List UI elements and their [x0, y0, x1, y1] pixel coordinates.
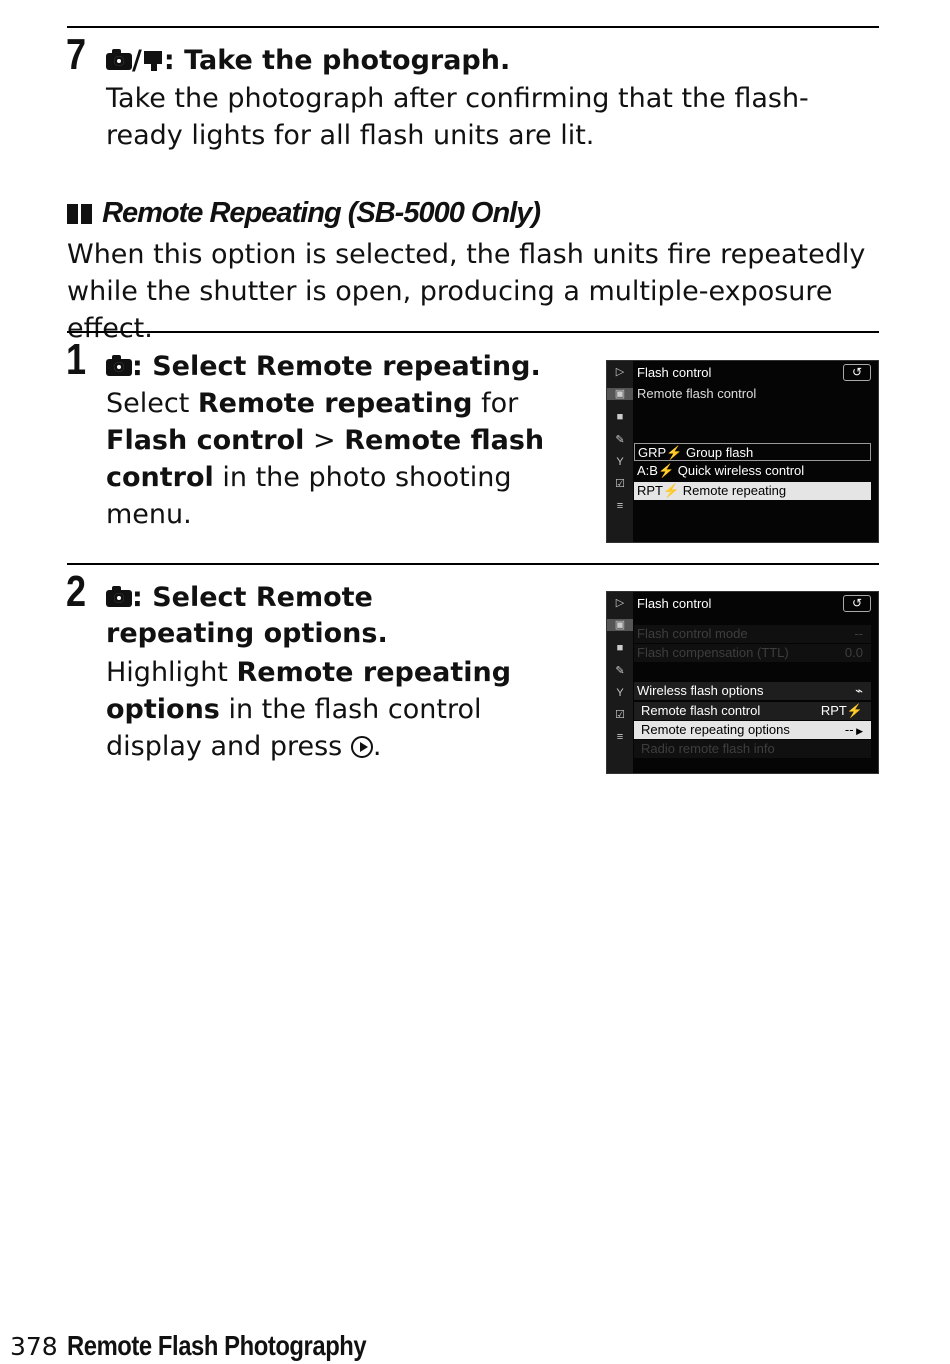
- photo-camera-icon: [106, 53, 132, 70]
- retouch-menu-icon: ☑: [615, 709, 625, 721]
- photo-menu-icon: ▣: [607, 619, 633, 631]
- step-2-heading-bold: Remote repeating options.: [106, 582, 388, 649]
- row-label: Remote flash control: [641, 703, 761, 718]
- row-label: Wireless flash options: [637, 683, 764, 698]
- row-remote-repeating-options[interactable]: [634, 721, 871, 739]
- playback-icon: ▷: [615, 366, 625, 378]
- camera-screen-1: [606, 360, 879, 543]
- section-body: When this option is selected, the flash units fire repeatedly while the shutter is open, producing a multiple-exposure effect.: [67, 239, 866, 344]
- step-1-bold: Remote repeating: [197, 388, 473, 419]
- row-value: -- ▶: [845, 721, 863, 740]
- option-quick-wireless[interactable]: A:B⚡ Quick wireless control: [637, 463, 805, 478]
- step-2-text: Highlight: [106, 657, 237, 688]
- photo-menu-icon: ▣: [607, 388, 633, 400]
- step-1-heading: [106, 349, 541, 385]
- section-marker-icon: [67, 204, 78, 224]
- divider-top: [67, 26, 879, 28]
- step-7-heading: / : Take the photograph.: [106, 43, 510, 79]
- photo-camera-icon: [106, 359, 132, 376]
- step-1-number: 1: [66, 335, 87, 384]
- row-value: RPT⚡: [820, 703, 863, 718]
- step-1-heading-prefix: : Select: [132, 351, 256, 382]
- row-flash-compensation: [634, 644, 871, 662]
- back-icon[interactable]: ↺: [843, 595, 871, 612]
- step-1-heading-bold: Remote repeating.: [255, 351, 541, 382]
- retouch-menu-icon: ☑: [615, 478, 625, 490]
- setup-menu-icon: Y: [616, 687, 624, 699]
- step-1-bold: Flash control: [106, 425, 305, 456]
- step-1-text: for: [472, 388, 519, 419]
- step-1-text: >: [304, 425, 345, 456]
- menu-sidebar: [607, 361, 633, 542]
- step-2-heading-prefix: : Select: [132, 582, 256, 613]
- photo-camera-icon: [106, 590, 132, 607]
- step-2-number: 2: [66, 567, 87, 616]
- row-value: ⌁: [855, 683, 863, 698]
- chapter-title: Remote Flash Photography: [67, 1330, 367, 1361]
- multi-selector-right-icon: [351, 736, 373, 758]
- step-2-body: [106, 654, 576, 765]
- movie-menu-icon: ■: [616, 411, 624, 423]
- divider-step-2: [67, 563, 879, 565]
- screen-subtitle: Remote flash control: [637, 386, 757, 401]
- step-2-text: in the flash control display and press: [106, 694, 482, 762]
- step-7-number: 7: [66, 30, 87, 79]
- movie-menu-icon: ■: [616, 642, 624, 654]
- menu-sidebar: [607, 592, 633, 773]
- custom-settings-icon: ✎: [615, 434, 625, 446]
- step-1-bold: Remote flash control: [106, 425, 545, 493]
- row-wireless-flash-options[interactable]: [634, 682, 871, 700]
- row-label: Radio remote flash info: [641, 741, 775, 756]
- row-value: --: [854, 626, 863, 641]
- back-icon[interactable]: ↺: [843, 364, 871, 381]
- row-value: 0.0: [844, 645, 863, 660]
- section-title-text: Remote Repeating (SB-5000 Only): [102, 197, 541, 229]
- step-7-heading-text: : Take the photograph.: [163, 45, 511, 76]
- step-2-text: .: [372, 731, 382, 762]
- row-flash-control-mode: [634, 625, 871, 643]
- row-radio-remote-flash-info: [634, 740, 871, 758]
- option-remote-repeating[interactable]: RPT⚡ Remote repeating: [634, 482, 871, 500]
- step-1-text: in the photo shooting menu.: [106, 462, 512, 530]
- camera-screen-2: [606, 591, 879, 774]
- playback-icon: ▷: [615, 597, 625, 609]
- custom-settings-icon: ✎: [615, 665, 625, 677]
- row-label: Remote repeating options: [641, 722, 790, 737]
- page-number: 378: [10, 1332, 58, 1361]
- setup-menu-icon: Y: [616, 456, 624, 468]
- row-remote-flash-control[interactable]: [634, 702, 871, 720]
- row-label: Flash control mode: [637, 626, 748, 641]
- screen-title: Flash control: [637, 365, 712, 380]
- step-2-heading: [106, 580, 526, 652]
- section-marker-icon: [81, 204, 92, 224]
- row-label: Flash compensation (TTL): [637, 645, 789, 660]
- step-1-body: [106, 385, 576, 533]
- my-menu-icon: ≡: [616, 500, 624, 512]
- my-menu-icon: ≡: [616, 731, 624, 743]
- step-2-bold: Remote repeating options: [106, 657, 512, 725]
- step-1-text: Select: [106, 388, 198, 419]
- option-group-flash[interactable]: GRP⚡ Group flash: [634, 443, 871, 461]
- screen-title: Flash control: [637, 596, 712, 611]
- section-title: [67, 197, 540, 230]
- movie-mode-icon: [142, 51, 164, 71]
- step-7-body: Take the photograph after confirming that the flash-ready lights for all flash units are lit.: [106, 83, 809, 151]
- divider-step-1: [67, 331, 879, 333]
